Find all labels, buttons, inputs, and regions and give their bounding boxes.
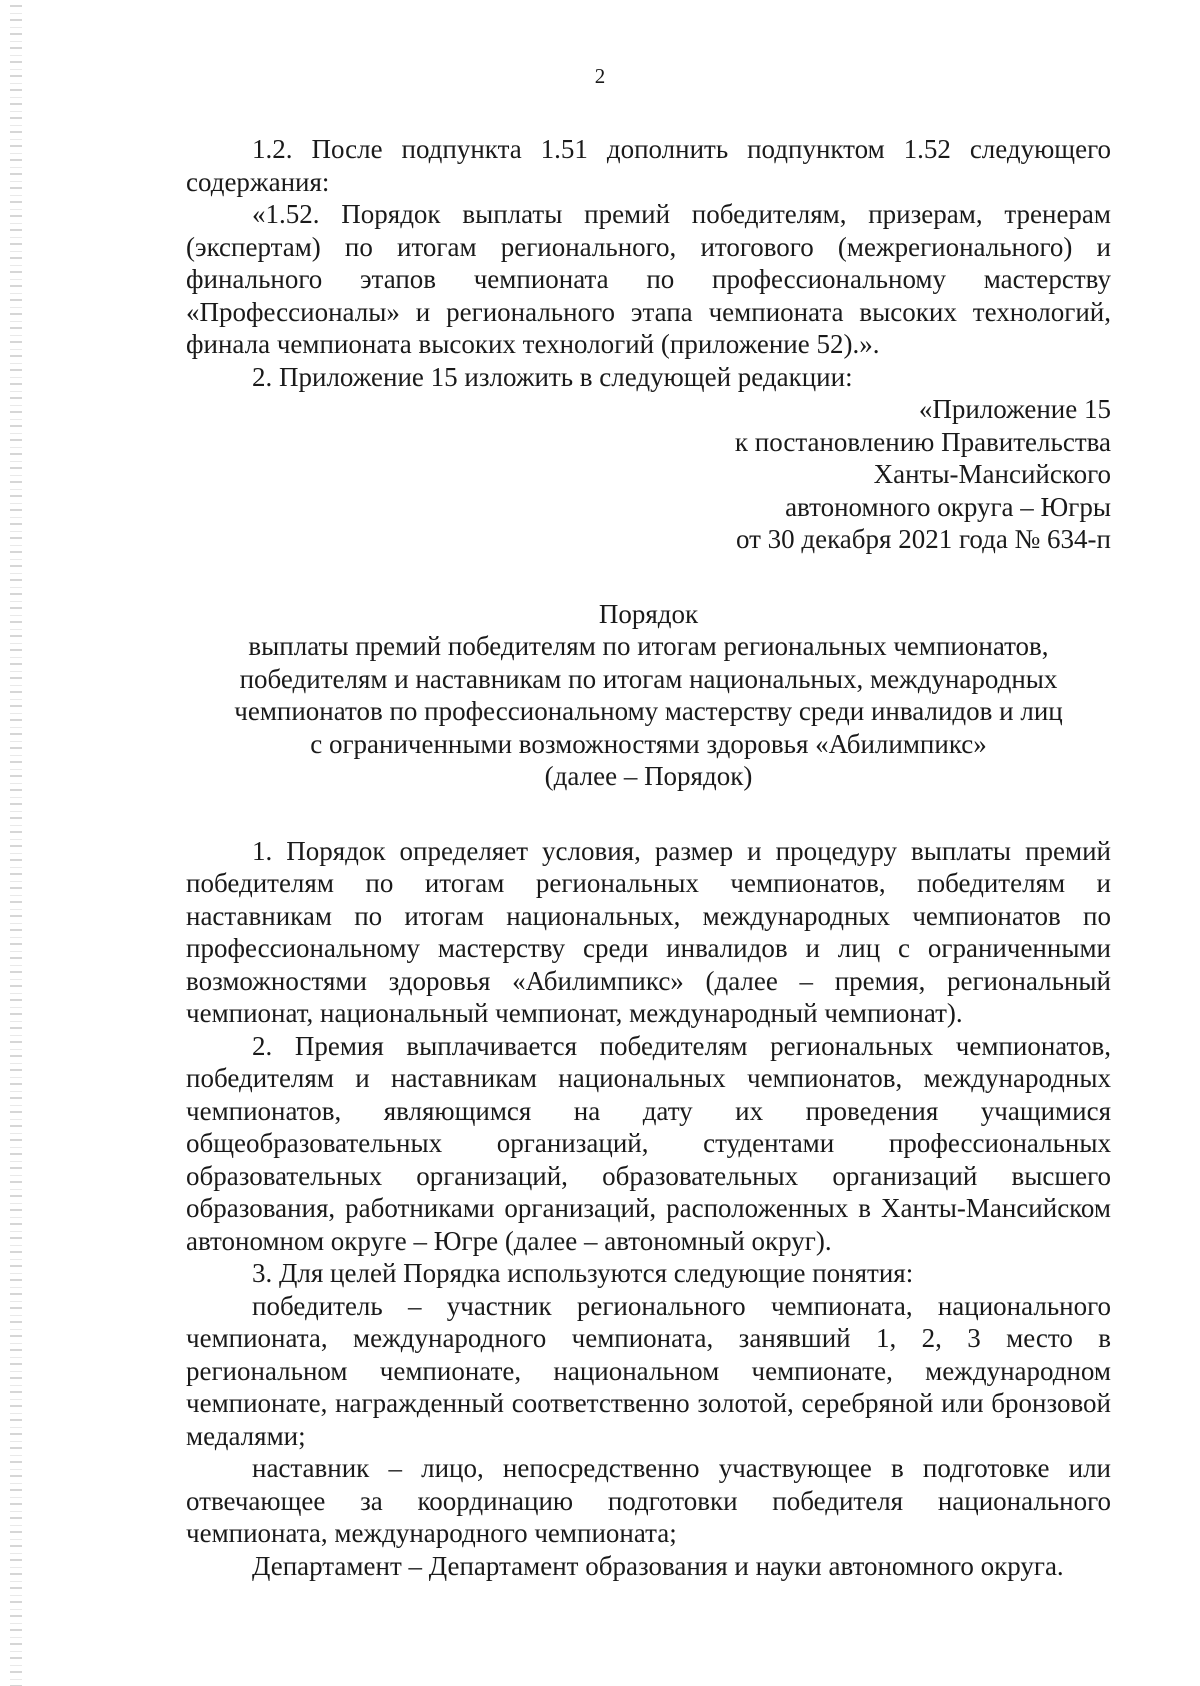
paragraph-1-2: 1.2. После подпункта 1.51 дополнить подпунктом 1.52 следующего содержания: <box>186 134 1111 197</box>
title-line: победителям и наставникам по итогам национальных, международных <box>239 663 1058 694</box>
definition-winner: победитель – участник регионального чемпионата, национального чемпионата, международного чемпионата, занявший 1, 2, 3 место в региональном чемпионате, национальном чемпионате, международном чемпионате, награжденный соответственно золотой, серебряной или бронзовой медалями; <box>186 1290 1111 1451</box>
appendix-line: автономного округа – Югры <box>785 491 1111 522</box>
definition-mentor: наставник – лицо, непосредственно участвующее в подготовке или отвечающее за координацию подготовки победителя национального чемпионата, международного чемпионата; <box>186 1453 1111 1548</box>
paragraph-body-2: 2. Премия выплачивается победителям региональных чемпионатов, победителям и наставникам национальных чемпионатов, международных чемпионатов, являющимся на дату их проведения учащимися общеобразовательных организаций, студентами профессиональных образовательных организаций, образовательных организаций высшего образования, работниками организаций, расположенных в Ханты-Мансийском автономном округе – Югре (далее – автономный округ). <box>186 1030 1111 1256</box>
title-line: (далее – Порядок) <box>544 761 753 791</box>
definition-department: Департамент – Департамент образования и науки автономного округа. <box>252 1550 1064 1581</box>
paragraph-1-52-quote: «1.52. Порядок выплаты премий победителям, призерам, тренерам (экспертам) по итогам регионального, итогового (межрегионального) и финального этапов чемпионата по профессиональному мастерству «Профессионалы» и регионального этапа чемпионата высоких технологий, финала чемпионата высоких технологий (приложение 52).». <box>186 199 1111 359</box>
appendix-line: «Приложение 15 <box>918 394 1111 424</box>
appendix-line: от 30 декабря 2021 года № 634-п <box>735 524 1111 554</box>
paragraph-body-1: 1. Порядок определяет условия, размер и процедуру выплаты премий победителям по итогам региональных чемпионатов, победителям и наставникам по итогам национальных, международных чемпионатов по профессиональному мастерству среди инвалидов и лиц с ограниченными возможностями здоровья «Абилимпикс» (далее – премия, региональный чемпионат, национальный чемпионат, международный чемпионат). <box>186 835 1111 1028</box>
title-line: с ограниченными возможностями здоровья «Абилимпикс» <box>310 728 987 759</box>
appendix-line: к постановлению Правительства <box>734 426 1111 457</box>
title-line: чемпионатов по профессиональному мастерству среди инвалидов и лиц <box>234 696 1063 726</box>
page-number: 2 <box>594 64 606 88</box>
title-line: выплаты премий победителям по итогам региональных чемпионатов, <box>248 631 1049 661</box>
appendix-line: Ханты-Мансийского <box>873 459 1111 489</box>
title-line: Порядок <box>598 598 699 629</box>
paragraph-2: 2. Приложение 15 изложить в следующей редакции: <box>252 361 853 392</box>
document-body <box>186 133 1111 1582</box>
appendix-header <box>186 393 1111 556</box>
scan-edge-artifact <box>10 0 22 1686</box>
document-title <box>186 598 1111 793</box>
paragraph-body-3: 3. Для целей Порядка используются следующие понятия: <box>252 1258 914 1288</box>
